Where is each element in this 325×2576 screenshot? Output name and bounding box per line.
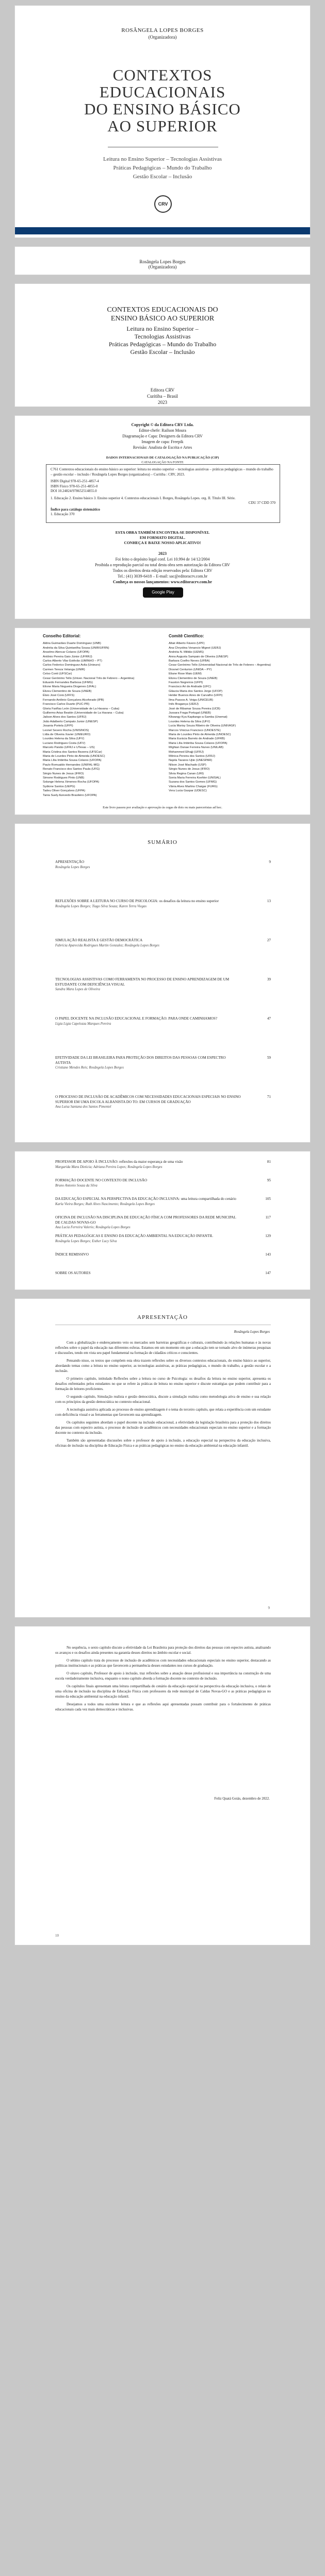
board-member: Gloria Fariñas León (Universidade de La Havana – Cuba)	[43, 707, 120, 710]
cataloging-code: CDU 37 CDD 370	[248, 501, 275, 505]
page-number: 10	[55, 1934, 59, 1938]
summary-entry-title: PROFESSOR DE APOIO À INCLUSÃO: reflexões da maior esperança de uma visão	[55, 1160, 183, 1164]
summary-page-continued	[14, 1151, 311, 1290]
board-member: Anna Augusta Sampaio de Oliveira (UNESP)	[169, 655, 229, 658]
cover-title-line: CONTEXTOS	[112, 66, 213, 84]
publisher-city: Curitiba – Brasil	[147, 394, 178, 399]
summary-entry-page: 59	[267, 1056, 271, 1060]
summary-entry-title: O PAPEL DOCENTE NA INCLUSÃO EDUCACIONAL E FORMAÇÃO: PARA ONDE CAMINHAMOS?	[55, 1016, 218, 1021]
subtitle-line: Práticas Pedagógicas – Mundo do Trabalho	[108, 341, 217, 348]
cataloging-card	[46, 464, 280, 523]
digital-notice-line: ESTA OBRA TAMBÉM ENCONTRA-SE DISPONÍVEL	[115, 530, 210, 535]
board-member: Luciano Rodrigues Costa (UFV)	[43, 741, 86, 745]
summary-entry-author: Ana Lucia Ferreira Valerio; Rosângela Lopes Borges	[55, 1226, 131, 1229]
cataloging-header	[15, 456, 310, 465]
half-title-role: (Organizadora)	[148, 264, 177, 269]
board-member: Elizeu Clementino de Souza (UNEB)	[43, 689, 92, 693]
board-member: Vera Lucia Gaspar (UDESC)	[169, 789, 207, 793]
board-member: Lourdes Helena da Silva (UFV)	[169, 720, 210, 723]
board-member: Najela Tavares Ujiie (UNESPAR)	[169, 759, 213, 762]
presentation-paragraph: A tecnologia assistiva aplicada ao processo de ensino aprendizagem é o tema do terceiro capítulo, que relata a experiência com um estudante com deficiência visual e as ferramentas que favorecem sua aprendizagem.	[55, 1408, 271, 1417]
summary-title: SUMÁRIO	[148, 839, 177, 845]
summary-entry-author: Cristiane Mendes Reis; Rosângela Lopes Borges	[55, 1066, 124, 1070]
editorial-council	[43, 634, 159, 798]
digital-notice-line: EM FORMATO DIGITAL.	[139, 535, 186, 540]
summary-entry-title: EFETIVIDADE DA LEI BRASILEIRA PARA PROTEÇÃO DOS DIREITOS DAS PESSOAS COM ESPECTRO AUTISTA	[55, 1056, 226, 1065]
cover-bottom-bar	[15, 227, 310, 234]
council-list	[43, 641, 159, 798]
board-member: Antônio Pereira Gaio Júnior (UFRRJ)	[43, 655, 92, 658]
board-member: Maria de Lourdes Pinto de Almeida (UNOESC)	[43, 754, 105, 758]
summary-entry-page: 27	[267, 938, 271, 942]
board-member: Maria Lília Imbiriba Sousa Colares (UFOPA)	[169, 741, 228, 745]
summary-entry-author: Margarida Mara Dieticia; Adriana Pereira Lopes; Rosângela Lopes Borges	[55, 1165, 163, 1169]
cover-title-line: DO ENSINO BÁSICO	[84, 100, 241, 118]
scientific-committee	[169, 634, 285, 793]
board-member: Paulo Romualdo Hernandes (UNIFAL-MG)	[43, 763, 100, 767]
board-member: Leonel Severo Rocha (UNISINOS)	[43, 728, 89, 732]
presentation-paragraph: Os capítulos finais apresentam uma leitura compartilhada do cenário da educação especial na perspectiva da educação inclusiva, o relato de uma oficina de inclusão na disciplina de Educação Física com professores da rede municipal de Caldas Novas-GO e as práticas pedagógicas no ensino da educação ambiental na educação infantil.	[55, 1684, 271, 1699]
board-member: Carmen Tereza Velanga (UNIR)	[43, 668, 85, 671]
title-line: ENSINO BÁSICO AO SUPERIOR	[110, 315, 215, 323]
title-page-subtitle	[15, 325, 310, 356]
cover-subtitle	[15, 155, 310, 181]
publisher-name: Editora CRV	[150, 387, 175, 393]
summary-entry-page: 117	[265, 1215, 271, 1219]
presentation-body-continued	[55, 1645, 271, 1715]
summary-entry[interactable]	[55, 860, 271, 870]
summary-entry[interactable]	[55, 1215, 271, 1230]
title-page	[14, 283, 311, 407]
summary-entry-author: Karla Vieira Borges; Ruth Alves Nascimento; Rosângela Lopes Borges	[55, 1202, 155, 1206]
google-play-badge[interactable]: Google Play	[143, 587, 183, 598]
presentation-paragraph: O segundo capítulo, Simulação realista e gestão democrática, discute a simulação realista como metodologia ativa de ensino e sua relação com os princípios da gestão democrática no contexto educacional.	[55, 1395, 271, 1404]
cataloging-subtitle: CATALOGAÇÃO NA FONTE	[141, 460, 184, 464]
summary-entry-page: 81	[267, 1160, 271, 1164]
summary-entry[interactable]	[55, 1178, 271, 1188]
isbn-print: ISBN Físico 978-65-251-4855-0	[51, 484, 98, 488]
cover-subtitle-line: Leitura no Ensino Superior – Tecnologias Assistivas	[103, 156, 222, 162]
board-member: Cesar Gerónimo Tello (Univer. Nacional Três de Febrero – Argentina)	[43, 676, 135, 680]
cover-subtitle-line: Gestão Escolar – Inclusão	[133, 174, 192, 180]
board-member: Altair Alberto Fávero (UPF)	[169, 642, 205, 646]
board-member: Francisco Carlos Duarte (PUC-PR)	[43, 703, 90, 706]
summary-entry[interactable]	[55, 1056, 271, 1071]
summary-entry-title: SOBRE OS AUTORES	[55, 1271, 91, 1275]
board-member: Lourdes Helena da Silva (UFV)	[43, 737, 85, 741]
presentation-paragraph: Pensando nisso, os textos que compõem esta obra trazem reflexões sobre os diversos contextos educacionais, do ensino básico ao superior, abordando temas como a leitura no ensino superior, as tecnologias assistivas, as práticas pedagógicas, o mundo do trabalho, a gestão escolar e a inclusão.	[55, 1359, 271, 1373]
board-member: Sérgio Nunes de Jesus (IFRO)	[169, 768, 210, 771]
board-member: Carlos Federico Dominguez Avila (Unieuro)	[43, 664, 101, 667]
summary-entry-page: 71	[267, 1095, 271, 1099]
summary-entry[interactable]	[55, 1234, 271, 1244]
summary-entry-title: SIMULAÇÃO REALISTA E GESTÃO DEMOCRÁTICA	[55, 938, 143, 942]
digital-notice-line: CONHEÇA E BAIXE NOSSO APLICATIVO!	[124, 540, 201, 546]
board-member: Élsio José Corá (UFFS)	[43, 694, 75, 698]
summary-entry-page: 105	[265, 1197, 271, 1201]
board-member: Inês Bragança (UERJ)	[169, 703, 199, 706]
presentation-paragraph: O primeiro capítulo, intitulado Reflexões sobre a leitura no curso de Psicologia: os desafios da leitura no ensino superior, apresenta os desafios enfrentados pelos estudantes no que se refere às práticas de leitura no ensino superior e discute estratégias que podem contribuir para a formação de leitores proficientes.	[55, 1377, 271, 1391]
board-member: Anselmo Alencar Colares (UFOPA)	[43, 651, 90, 654]
summary-entry-page: 39	[267, 977, 271, 981]
board-member: Renato Francisco dos Santos Paula (UFG)	[43, 768, 100, 771]
summary-entry-author: Fabrícia Aparecida Rodrigues Martin Gonzalez; Rosângela Lopes Borges	[55, 943, 159, 947]
board-member: Carlos Alberto Vilar Estêvão (UMINHO – PT)	[43, 659, 102, 663]
board-member: Eduardo Fernandes Barbosa (UFMG)	[43, 681, 93, 685]
title-page-publisher	[15, 387, 310, 405]
summary-entry-title: ÍNDICE REMISSIVO	[55, 1252, 89, 1257]
board-member: Simone Rodrigues Pinto (UNB)	[43, 776, 85, 779]
publisher-logo-icon: CRV	[154, 195, 172, 213]
board-member: Helder Buenos Aires de Carvalho (UFPI)	[169, 694, 223, 698]
board-member: Sydione Santos (UEPG)	[43, 785, 75, 788]
board-member: Eliane Rose Maio (UEM)	[169, 672, 202, 676]
board-member: Diosnel Centurion (UNIDA – PY)	[169, 668, 212, 671]
presentation-attribution: Rosângela Lopes Borges	[234, 1330, 270, 1334]
board-member: João Adalberto Campato Junior (UNESP)	[43, 720, 98, 723]
presentation-paragraph: Os capítulos seguintes abordam o papel docente na inclusão educacional, a efetividade da legislação brasileira para a proteção dos direitos das pessoas com espectro autista, o processo de inclusão de acadêmicos com necessidades educacionais especiais no ensino superior e a formação docente no contexto da inclusão.	[55, 1420, 271, 1435]
board-member: Maria Eurácia Barreto de Andrade (UFRB)	[169, 737, 225, 741]
summary-entry[interactable]	[55, 1271, 271, 1276]
digital-notice	[15, 530, 310, 546]
board-member: Fauston Negreiros (UFPI)	[169, 681, 203, 685]
presentation-paragraph: No sequência, o sexto capítulo discute a efetividade da Lei Brasileira para proteção dos direitos das pessoas com espectro autista, analisando os avanços e os desafios ainda presentes na garantia desses direitos no âmbito escolar e social.	[55, 1646, 271, 1655]
presentation-paragraph: Desejamos a todos uma excelente leitura e que as reflexões aqui apresentadas possam contribuir para o fortalecimento de práticas educacionais cada vez mais democráticas e inclusivas.	[55, 1702, 271, 1711]
subtitle-line: Gestão Escolar – Inclusão	[130, 348, 195, 355]
summary-entry[interactable]	[55, 1016, 271, 1026]
cataloging-subjects: 1. Educação 2. Ensino básico 3. Ensino superior 4. Contextos educacionais I. Borges, Rosângela Lopes. org. II. Título III. Série.	[51, 496, 236, 500]
board-member: Aldira Guimarães Duarte Domínguez (UNB)	[43, 642, 101, 646]
board-member: Francisco Ari de Andrade (UFC)	[169, 685, 212, 689]
board-member: Lucia Marisy Souza Ribeiro de Oliveira (UNIVASF)	[169, 724, 236, 728]
editor-line: Tel.: (41) 3039-6418 – E-mail: sac@editoracrv.com.br	[117, 574, 208, 579]
board-member: Andréia da Silva Quintanilha Sousa (UNIR/UFRN)	[43, 646, 109, 650]
board-member: Lídia de Oliveira Xavier (UNIEURO)	[43, 733, 91, 736]
board-member: Nilson José Machado (USP)	[169, 763, 206, 767]
summary-entry-page: 147	[265, 1271, 271, 1275]
board-member: Fernando Antônio Gonçalves Alcoforado (IPB)	[43, 698, 104, 702]
summary-entry[interactable]	[55, 1160, 271, 1170]
board-member: Gláucia Maria dos Santos Jorge (UFOP)	[169, 689, 223, 693]
editor-line: Foi feito o depósito legal conf. Lei 10.994 de 14/12/2004	[115, 557, 210, 562]
summary-entry-author: Bruno Antonio Souza da Silva	[55, 1183, 98, 1188]
editor-line: Todos os direitos desta edição reservados pela: Editora CRV	[112, 568, 213, 573]
half-title-author-name: Rosângela Lopes Borges	[139, 259, 186, 264]
isbn-block	[51, 479, 275, 494]
summary-entry-page: 129	[265, 1234, 271, 1238]
editorial-board-page	[14, 628, 311, 815]
board-member: Jailson Alves dos Santos (UFRJ)	[43, 716, 87, 719]
copyright-line: Editor-chefe: Railson Moura	[139, 428, 186, 433]
board-member: Maria Cristina dos Santos Bezerra (UFSCar)	[43, 750, 102, 754]
committee-list	[169, 641, 285, 793]
board-member: Ilma Passos A. Veiga (UNICEUB)	[169, 698, 214, 702]
copyright-line: Revisão: Analista de Escrita e Artes	[133, 445, 192, 450]
summary-entry[interactable]	[55, 1095, 271, 1110]
board-member: Josania Portela (UFPI)	[43, 724, 73, 728]
board-member: Silvia Regina Canan (URI)	[169, 772, 204, 775]
board-member: Celso Conti (UFSCar)	[43, 672, 72, 676]
presentation-paragraph: O oitavo capítulo, Professor de apoio à inclusão, traz reflexões sobre a atuação desse profissional e sua importância na construção de uma escola verdadeiramente inclusiva, enquanto o nono capítulo aborda a formação docente no contexto de inclusão.	[55, 1671, 271, 1681]
summary-entry-page: 9	[269, 860, 271, 864]
copyright-line: Diagramação e Capa: Designers da Editora CRV	[122, 434, 203, 438]
summary-entry[interactable]	[55, 899, 271, 909]
summary-entry-page: 13	[267, 899, 271, 903]
summary-entry-title: REFLEXÕES SOBRE A LEITURA NO CURSO DE PSICOLOGIA: os desafios da leitura no ensino superior	[55, 899, 219, 903]
board-member: Elizeu Clementino de Souza (UNEB)	[169, 676, 218, 680]
editor-line: Conheça os nossos lançamentos: www.editoracrv.com.br	[112, 580, 213, 584]
council-title: Conselho Editorial:	[43, 634, 81, 638]
summary-entry-title: PRÁTICAS PEDAGÓGICAS E ENSINO DA EDUCAÇÃO AMBIENTAL NA EDUCAÇÃO INFANTIL	[55, 1234, 213, 1238]
presentation-paragraph: Com a globalização e endereçamento veio os mercados sem barreiras geográficas e culturais, contribuindo às relações humanas e às novas reflexões sobre o papel da educação nas diferentes esferas. Estamos em um momento em que a educação tem se tornado alvo de inúmeras pesquisas e discussões, tendo em vista seu papel fundamental na formação de cidadãos críticos e conscientes.	[55, 1341, 271, 1355]
board-member: Barbara Coelho Neves (UFBA)	[169, 659, 210, 663]
doi: DOI 10.24824/978652514855.0	[51, 489, 97, 493]
summary-entry-title: FORMAÇÃO DOCENTE NO CONTEXTO DE INCLUSÃO	[55, 1178, 148, 1182]
board-member: Solange Helena Ximenes-Rocha (UFOPA)	[43, 781, 100, 784]
summary-entry-author: Rosângela Lopes Borges; Esther Lucy Silva	[55, 1239, 117, 1243]
isbn-digital: ISBN Digital 978-65-251-4857-4	[51, 479, 99, 483]
cataloging-index-title: Índice para catálogo sistemático	[51, 507, 100, 512]
page-number: 9	[268, 1606, 270, 1610]
board-member: Tadeu Oliver Gonçalves (UFPA)	[43, 789, 86, 793]
subtitle-line: Leitura no Ensino Superior –	[126, 325, 199, 332]
board-member: Ana Chrystina Venancio Mignot (UERJ)	[169, 646, 221, 650]
copyright-page	[14, 415, 311, 619]
board-member: Cesar Gerónimo Tello (Universidad Nacional de Três de Febrero – Argentina)	[169, 664, 271, 667]
board-member: Tania Suely Azevedo Brasileiro (UFOPA)	[43, 793, 97, 797]
committee-title: Comitê Científico:	[169, 634, 204, 638]
board-member: Marcos Vinicius Francisco (UNOESTE)	[169, 728, 221, 732]
summary-entry-author: Rosângela Lopes Borges; Tiago Silva Souza; Karen Terra Viegas	[55, 904, 147, 908]
cover-title-line: EDUCACIONAIS	[99, 83, 226, 101]
cover-title-line: AO SUPERIOR	[107, 117, 218, 135]
summary-entry[interactable]	[55, 977, 271, 992]
board-member: Maria Lília Imbiriba Sousa Colares (UFOPA)	[43, 759, 102, 762]
board-member: Vânia Alves Martins Chaigar (FURG)	[169, 785, 218, 788]
presentation-paragraph: O sétimo capítulo trata do processo de inclusão de acadêmicos com necessidades educacionais especiais no ensino superior, destacando as políticas institucionais e as práticas que favorecem a permanência desses estudantes nos cursos de graduação.	[55, 1658, 271, 1668]
peer-review-note: Este livro passou por avaliação e aprovação às cegas de dois ou mais pareceristas ad hoc.	[103, 806, 222, 809]
board-member: Maria de Lourdes Pinto de Almeida (UNOESC)	[169, 733, 231, 736]
summary-entry-author: Rosângela Lopes Borges	[55, 865, 90, 869]
cover-page	[14, 5, 311, 238]
editor-line: Proibida a reprodução parcial ou total desta obra sem autorização da Editora CRV	[95, 563, 230, 567]
summary-entry-title: TECNOLOGIAS ASSISTIVAS COMO FERRAMENTA NO PROCESSO DE ENSINO APRENDIZAGEM DE UM ESTUDANTE COM DEFICIÊNCIA VISUAL	[55, 977, 230, 987]
editor-line: 2023	[158, 551, 167, 556]
board-member: Sérgio Nunes de Jesus (IFRO)	[43, 772, 84, 775]
cover-subtitle-line: Práticas Pedagógicas – Mundo do Trabalho	[113, 165, 212, 171]
copyright-line: Imagem de capa: Freepik	[141, 439, 184, 444]
summary-entry-page: 143	[265, 1252, 271, 1257]
summary-entry-author: Lígia Ligia Capelozza Marques Pereira	[55, 1022, 111, 1026]
board-member: Elione Maria Nogueira Diogenes (UFAL)	[43, 685, 96, 689]
copyright-line: Copyright © da Editora CRV Ltda.	[131, 422, 194, 427]
summary-entry-page: 47	[267, 1016, 271, 1021]
title-page-title	[15, 306, 310, 323]
board-member: Marcelo Paixão (UFRJ e UTexas – US)	[43, 746, 95, 750]
board-member: Guillermo Arias Beatón (Universidade de La Havana – Cuba)	[43, 711, 124, 715]
board-member: Míghian Danae Ferreira Nunes (UNILAB)	[169, 746, 223, 750]
summary-entry-title: DA EDUCAÇÃO ESPECIAL NA PERSPECTIVA DA EDUCAÇÃO INCLUSIVA: uma leitura compartilhada do cenário	[55, 1197, 236, 1201]
copyright-block	[15, 422, 310, 450]
board-member: Sonia Maria Ferreira Koehler (UNISAL)	[169, 776, 221, 779]
summary-entry-author: Ana Luisa Santana dos Santos Pimentel	[55, 1105, 111, 1109]
cataloging-index-item: 1. Educação 370	[51, 512, 75, 516]
board-member: Jussara Fraga Portugal (UNEB)	[169, 711, 211, 715]
presentation-body	[55, 1340, 271, 1451]
half-title-author	[15, 259, 310, 269]
cataloging-body: C761 Contextos educacionais do ensino básico ao superior: leitura no ensino superior – tecnologias assistivas – práticas pedagógicas – mundo do trabalho – gestão escolar – inclusão / Rosângela Lopes Borges (organizadora) – Curitiba : CRV, 2023.	[51, 467, 273, 477]
presentation-page	[14, 1298, 311, 1618]
subtitle-line: Tecnologias Assistivas	[134, 333, 191, 340]
presentation-page-continued	[14, 1626, 311, 1945]
summary-entry-author: Sandra Mara Lopes de Oliveira	[55, 988, 100, 991]
summary-entry-title: OFICINA DE INCLUSÃO NA DISCIPLINA DE EDUCAÇÃO FÍSICA COM PROFESSORES DA REDE MUNICIPAL DE CALDAS NOVAS-GO	[55, 1215, 236, 1225]
board-member: José de Ribamar Sousa Pereira (UCB)	[169, 707, 220, 710]
summary-entry[interactable]	[55, 938, 271, 948]
cover-title	[15, 66, 310, 134]
board-member: Suzana dos Santos Gomes (UFMG)	[169, 781, 217, 784]
summary-entry-title: O PROCESSO DE INCLUSÃO DE ACADÊMICOS COM NECESSIDADES EDUCACIONAIS ESPECIAIS NO ENSINO SUPERIOR EM UMA ESCOLA ALBANISTA DO TO: EM CURSOS DE GRADUAÇÃO	[55, 1095, 241, 1104]
editor-info	[15, 551, 310, 585]
summary-entry-page: 95	[267, 1178, 271, 1182]
summary-page	[14, 823, 311, 1143]
board-member: Mohammed Elhajji (UFRJ)	[169, 750, 204, 754]
cover-author: ROSÂNGELA LOPES BORGES	[121, 27, 204, 33]
board-member: Mônica Pereira dos Santos (UFRJ)	[169, 754, 215, 758]
summary-entry[interactable]	[55, 1197, 271, 1207]
cataloging-title: DADOS INTERNACIONAIS DE CATALOGAÇÃO NA PUBLICAÇÃO (CIP)	[106, 456, 219, 460]
board-member: Andréia N. Militão (UEMS)	[169, 651, 204, 654]
presentation-paragraph: Também são apresentadas discussões sobre o professor de apoio à inclusão, a educação especial na perspectiva da educação inclusiva, oficinas de inclusão na disciplina de Educação Física e as práticas pedagógicas no ensino da educação ambiental na educação infantil.	[55, 1438, 271, 1448]
cover-organizer-role: (Organizadora)	[148, 35, 177, 40]
presentation-closing: Feliz Quatá Goiás, dezembro de 2022.	[214, 1797, 270, 1801]
board-member: Kilwangy Kya Kapitango-a-Samba (Unemat)	[169, 716, 228, 719]
presentation-title: APRESENTAÇÃO	[137, 1314, 188, 1320]
summary-entry[interactable]	[55, 1252, 271, 1258]
title-line: CONTEXTOS EDUCACIONAIS DO	[107, 306, 218, 314]
summary-entry-title: APRESENTAÇÃO	[55, 860, 85, 864]
publisher-year: 2023	[158, 400, 167, 405]
half-title-page	[14, 246, 311, 275]
